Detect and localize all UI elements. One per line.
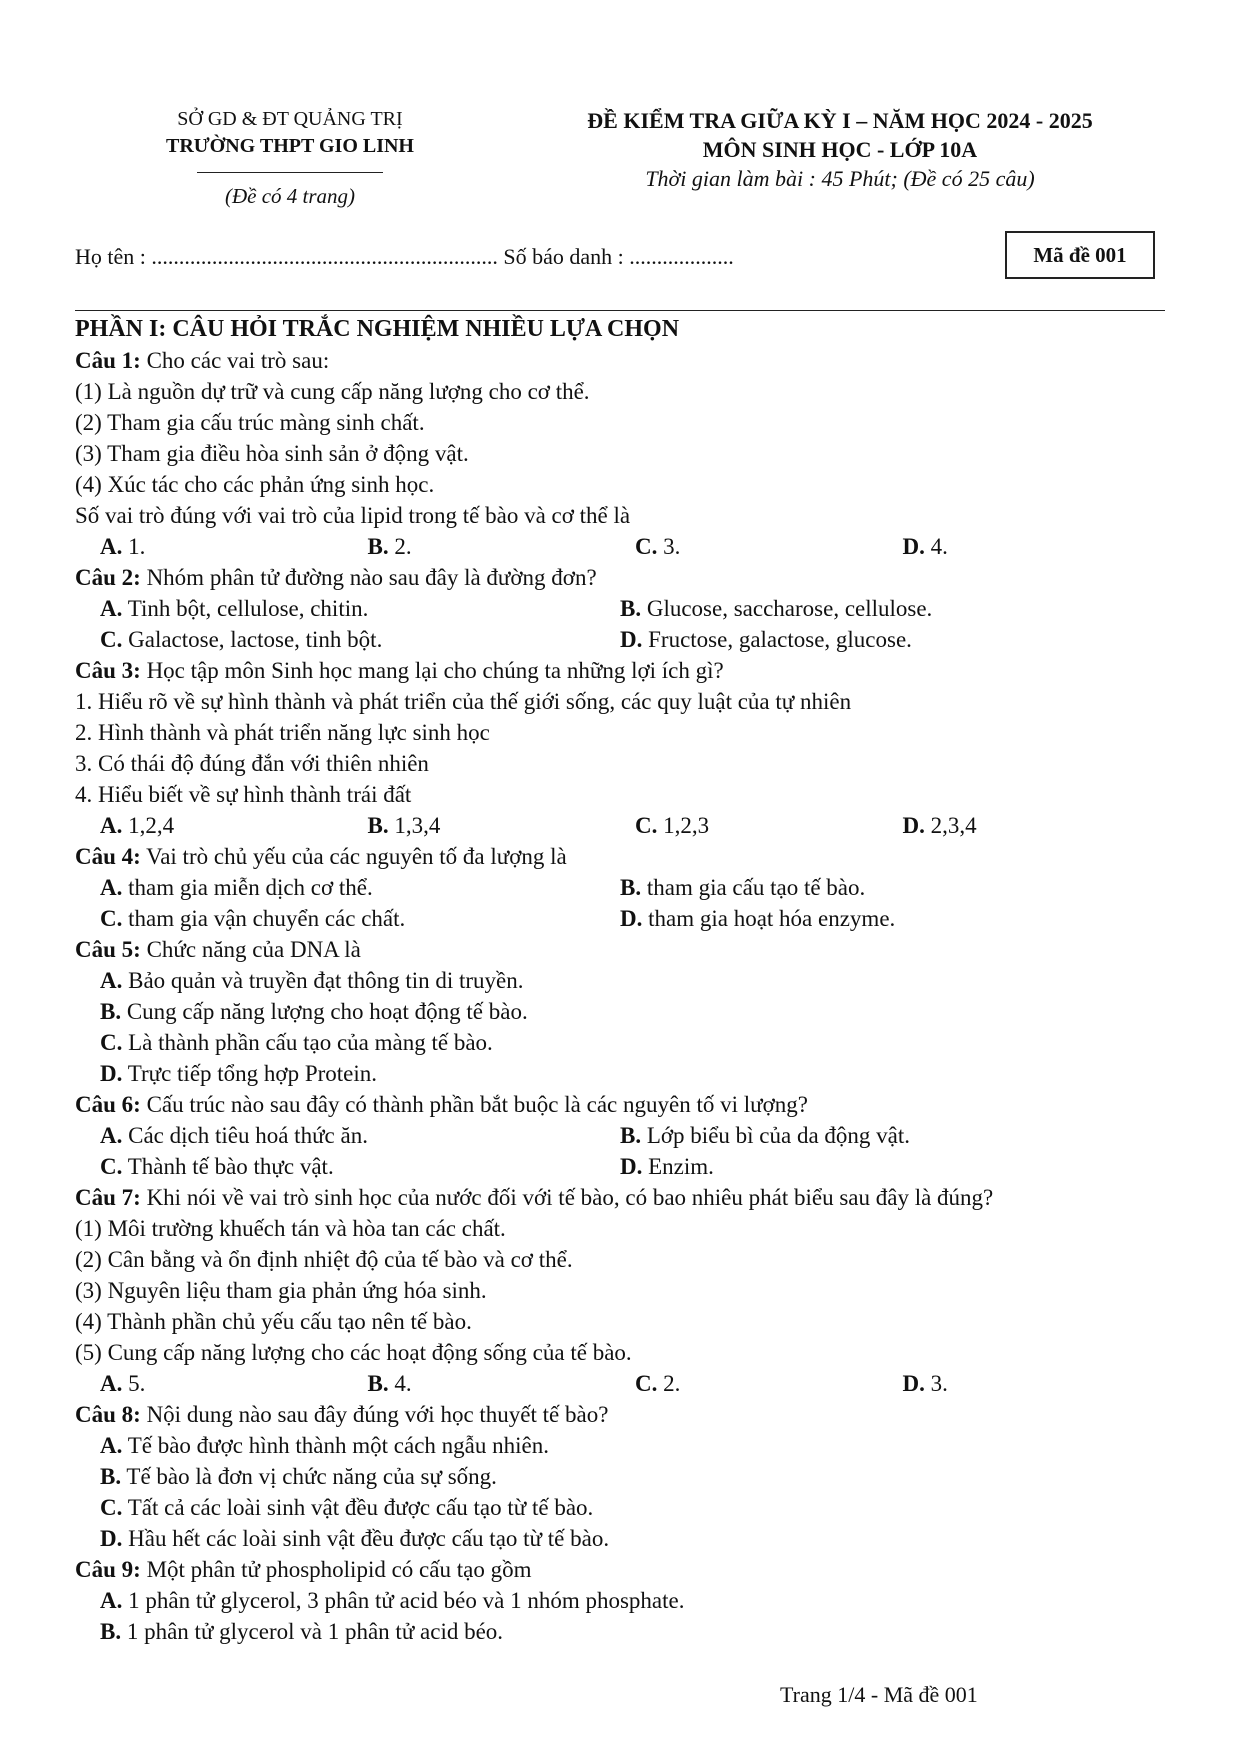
option-d: D. 2,3,4: [902, 813, 977, 838]
option-b: B. tham gia cấu tạo tế bào.: [620, 875, 866, 900]
question-text: Chức năng của DNA là: [140, 937, 361, 962]
option-b: B. Lớp biểu bì của da động vật.: [620, 1123, 911, 1148]
statement: 4. Hiểu biết về sự hình thành trái đất: [75, 782, 412, 807]
option-c: C. tham gia vận chuyển các chất.: [100, 906, 406, 931]
option-a: A. Bảo quản và truyền đạt thông tin di truyền.: [100, 968, 524, 993]
option-b: B. 1 phân tử glycerol và 1 phân tử acid béo.: [100, 1619, 504, 1644]
statement: (2) Tham gia cấu trúc màng sinh chất.: [75, 410, 425, 435]
page-footer: Trang 1/4 - Mã đề 001: [780, 1682, 978, 1707]
pages-note: (Đề có 4 trang): [224, 184, 356, 208]
statement: (4) Xúc tác cho các phản ứng sinh học.: [75, 472, 435, 497]
option-d: D. Enzim.: [620, 1154, 714, 1179]
exam-title: ĐỀ KIỂM TRA GIỮA KỲ I – NĂM HỌC 2024 - 2025: [587, 108, 1093, 133]
option-c: C. Galactose, lactose, tinh bột.: [100, 627, 383, 652]
student-info-row: Họ tên : ............................................................... Số báo danh : ...................: [75, 244, 734, 269]
statement: (1) Môi trường khuếch tán và hòa tan các chất.: [75, 1216, 506, 1241]
options-row: [75, 1120, 1170, 1151]
statement: (5) Cung cấp năng lượng cho các hoạt động sống của tế bào.: [75, 1340, 632, 1365]
option-c: C. Thành tế bào thực vật.: [100, 1154, 334, 1179]
header-left: [140, 106, 440, 210]
options-row: [75, 872, 1170, 903]
question-label: Câu 2:: [75, 565, 141, 590]
school-name: TRƯỜNG THPT GIO LINH: [165, 135, 414, 157]
statement: (2) Cân bằng và ổn định nhiệt độ của tế bào và cơ thể.: [75, 1247, 573, 1272]
divider: [197, 172, 383, 173]
option-b: B. 2.: [367, 534, 412, 559]
option-d: D. 4.: [902, 534, 948, 559]
exam-code-box: Mã đề 001: [1005, 231, 1155, 279]
option-b: B. Tế bào là đơn vị chức năng của sự sống.: [100, 1464, 497, 1489]
question-list: [75, 314, 1170, 1647]
time-note: Thời gian làm bài : 45 Phút; (Đề có 25 câu): [645, 166, 1035, 191]
header-rule: [75, 310, 1165, 311]
option-d: D. Hầu hết các loài sinh vật đều được cấu tạo từ tế bào.: [100, 1526, 610, 1551]
option-d: D. Trực tiếp tổng hợp Protein.: [100, 1061, 378, 1086]
question-stem: [75, 1089, 1170, 1120]
question-text: Cho các vai trò sau:: [140, 348, 330, 373]
option-a: A. Tinh bột, cellulose, chitin.: [100, 596, 369, 621]
question-text: Nhóm phân tử đường nào sau đây là đường đơn?: [140, 565, 597, 590]
option-a: A. 5.: [100, 1371, 146, 1396]
option-d: D. 3.: [902, 1371, 948, 1396]
statement: 1. Hiểu rõ về sự hình thành và phát triển của thế giới sống, các quy luật của tự nhiên: [75, 689, 852, 714]
question-label: Câu 8:: [75, 1402, 141, 1427]
option-c: C. 2.: [635, 1371, 681, 1396]
option-c: C. Là thành phần cấu tạo của màng tế bào.: [100, 1030, 493, 1055]
statement: (1) Là nguồn dự trữ và cung cấp năng lượng cho cơ thể.: [75, 379, 590, 404]
option-b: B. 1,3,4: [367, 813, 441, 838]
question-text: Vai trò chủ yếu của các nguyên tố đa lượng là: [140, 844, 567, 869]
statement: (4) Thành phần chủ yếu cấu tạo nên tế bào.: [75, 1309, 472, 1334]
statement: (3) Nguyên liệu tham gia phản ứng hóa sinh.: [75, 1278, 487, 1303]
option-c: C. 3.: [635, 534, 681, 559]
question-stem: [75, 934, 1170, 965]
option-a: A. Tế bào được hình thành một cách ngẫu nhiên.: [100, 1433, 549, 1458]
question-text: Nội dung nào sau đây đúng với học thuyết tế bào?: [140, 1402, 609, 1427]
option-c: C. 1,2,3: [635, 813, 710, 838]
question-stem: [75, 562, 1170, 593]
option-a: A. Các dịch tiêu hoá thức ăn.: [100, 1123, 368, 1148]
option-a: A. tham gia miễn dịch cơ thể.: [100, 875, 373, 900]
option-d: D. Fructose, galactose, glucose.: [620, 627, 912, 652]
question-stem: [75, 1554, 1170, 1585]
subject-title: MÔN SINH HỌC - LỚP 10A: [702, 137, 978, 162]
options-row: [75, 903, 1170, 934]
statement: Số vai trò đúng với vai trò của lipid trong tế bào và cơ thể là: [75, 503, 631, 528]
header-right: [545, 106, 1135, 193]
option-a: A. 1 phân tử glycerol, 3 phân tử acid béo và 1 nhóm phosphate.: [100, 1588, 685, 1613]
question-stem: [75, 655, 1170, 686]
question-stem: [75, 345, 1170, 376]
option-b: B. 4.: [367, 1371, 412, 1396]
question-text: Một phân tử phospholipid có cấu tạo gồm: [140, 1557, 532, 1582]
question-stem: [75, 841, 1170, 872]
question-label: Câu 5:: [75, 937, 141, 962]
options-row: [75, 593, 1170, 624]
question-text: Học tập môn Sinh học mang lại cho chúng ta những lợi ích gì?: [140, 658, 724, 683]
statement: (3) Tham gia điều hòa sinh sản ở động vật.: [75, 441, 469, 466]
department-name: SỞ GD & ĐT QUẢNG TRỊ: [177, 108, 403, 130]
options-row: [75, 1151, 1170, 1182]
statement: 2. Hình thành và phát triển năng lực sinh học: [75, 720, 490, 745]
question-label: Câu 6:: [75, 1092, 141, 1117]
question-stem: [75, 1182, 1170, 1213]
part-title: PHẦN I: CÂU HỎI TRẮC NGHIỆM NHIỀU LỰA CHỌN: [75, 316, 680, 342]
option-d: D. tham gia hoạt hóa enzyme.: [620, 906, 896, 931]
question-label: Câu 9:: [75, 1557, 141, 1582]
question-label: Câu 1:: [75, 348, 141, 373]
question-label: Câu 7:: [75, 1185, 141, 1210]
question-text: Khi nói về vai trò sinh học của nước đối với tế bào, có bao nhiêu phát biểu sau đây là đúng?: [140, 1185, 994, 1210]
option-b: B. Cung cấp năng lượng cho hoạt động tế bào.: [100, 999, 528, 1024]
options-row: [75, 624, 1170, 655]
question-label: Câu 3:: [75, 658, 141, 683]
options-row: [75, 810, 1170, 841]
options-row: [75, 1368, 1170, 1399]
question-stem: [75, 1399, 1170, 1430]
option-a: A. 1,2,4: [100, 813, 175, 838]
option-a: A. 1.: [100, 534, 146, 559]
question-text: Cấu trúc nào sau đây có thành phần bắt buộc là các nguyên tố vi lượng?: [140, 1092, 808, 1117]
option-b: B. Glucose, saccharose, cellulose.: [620, 596, 933, 621]
option-c: C. Tất cả các loài sinh vật đều được cấu tạo từ tế bào.: [100, 1495, 594, 1520]
question-label: Câu 4:: [75, 844, 141, 869]
options-row: [75, 531, 1170, 562]
statement: 3. Có thái độ đúng đắn với thiên nhiên: [75, 751, 429, 776]
